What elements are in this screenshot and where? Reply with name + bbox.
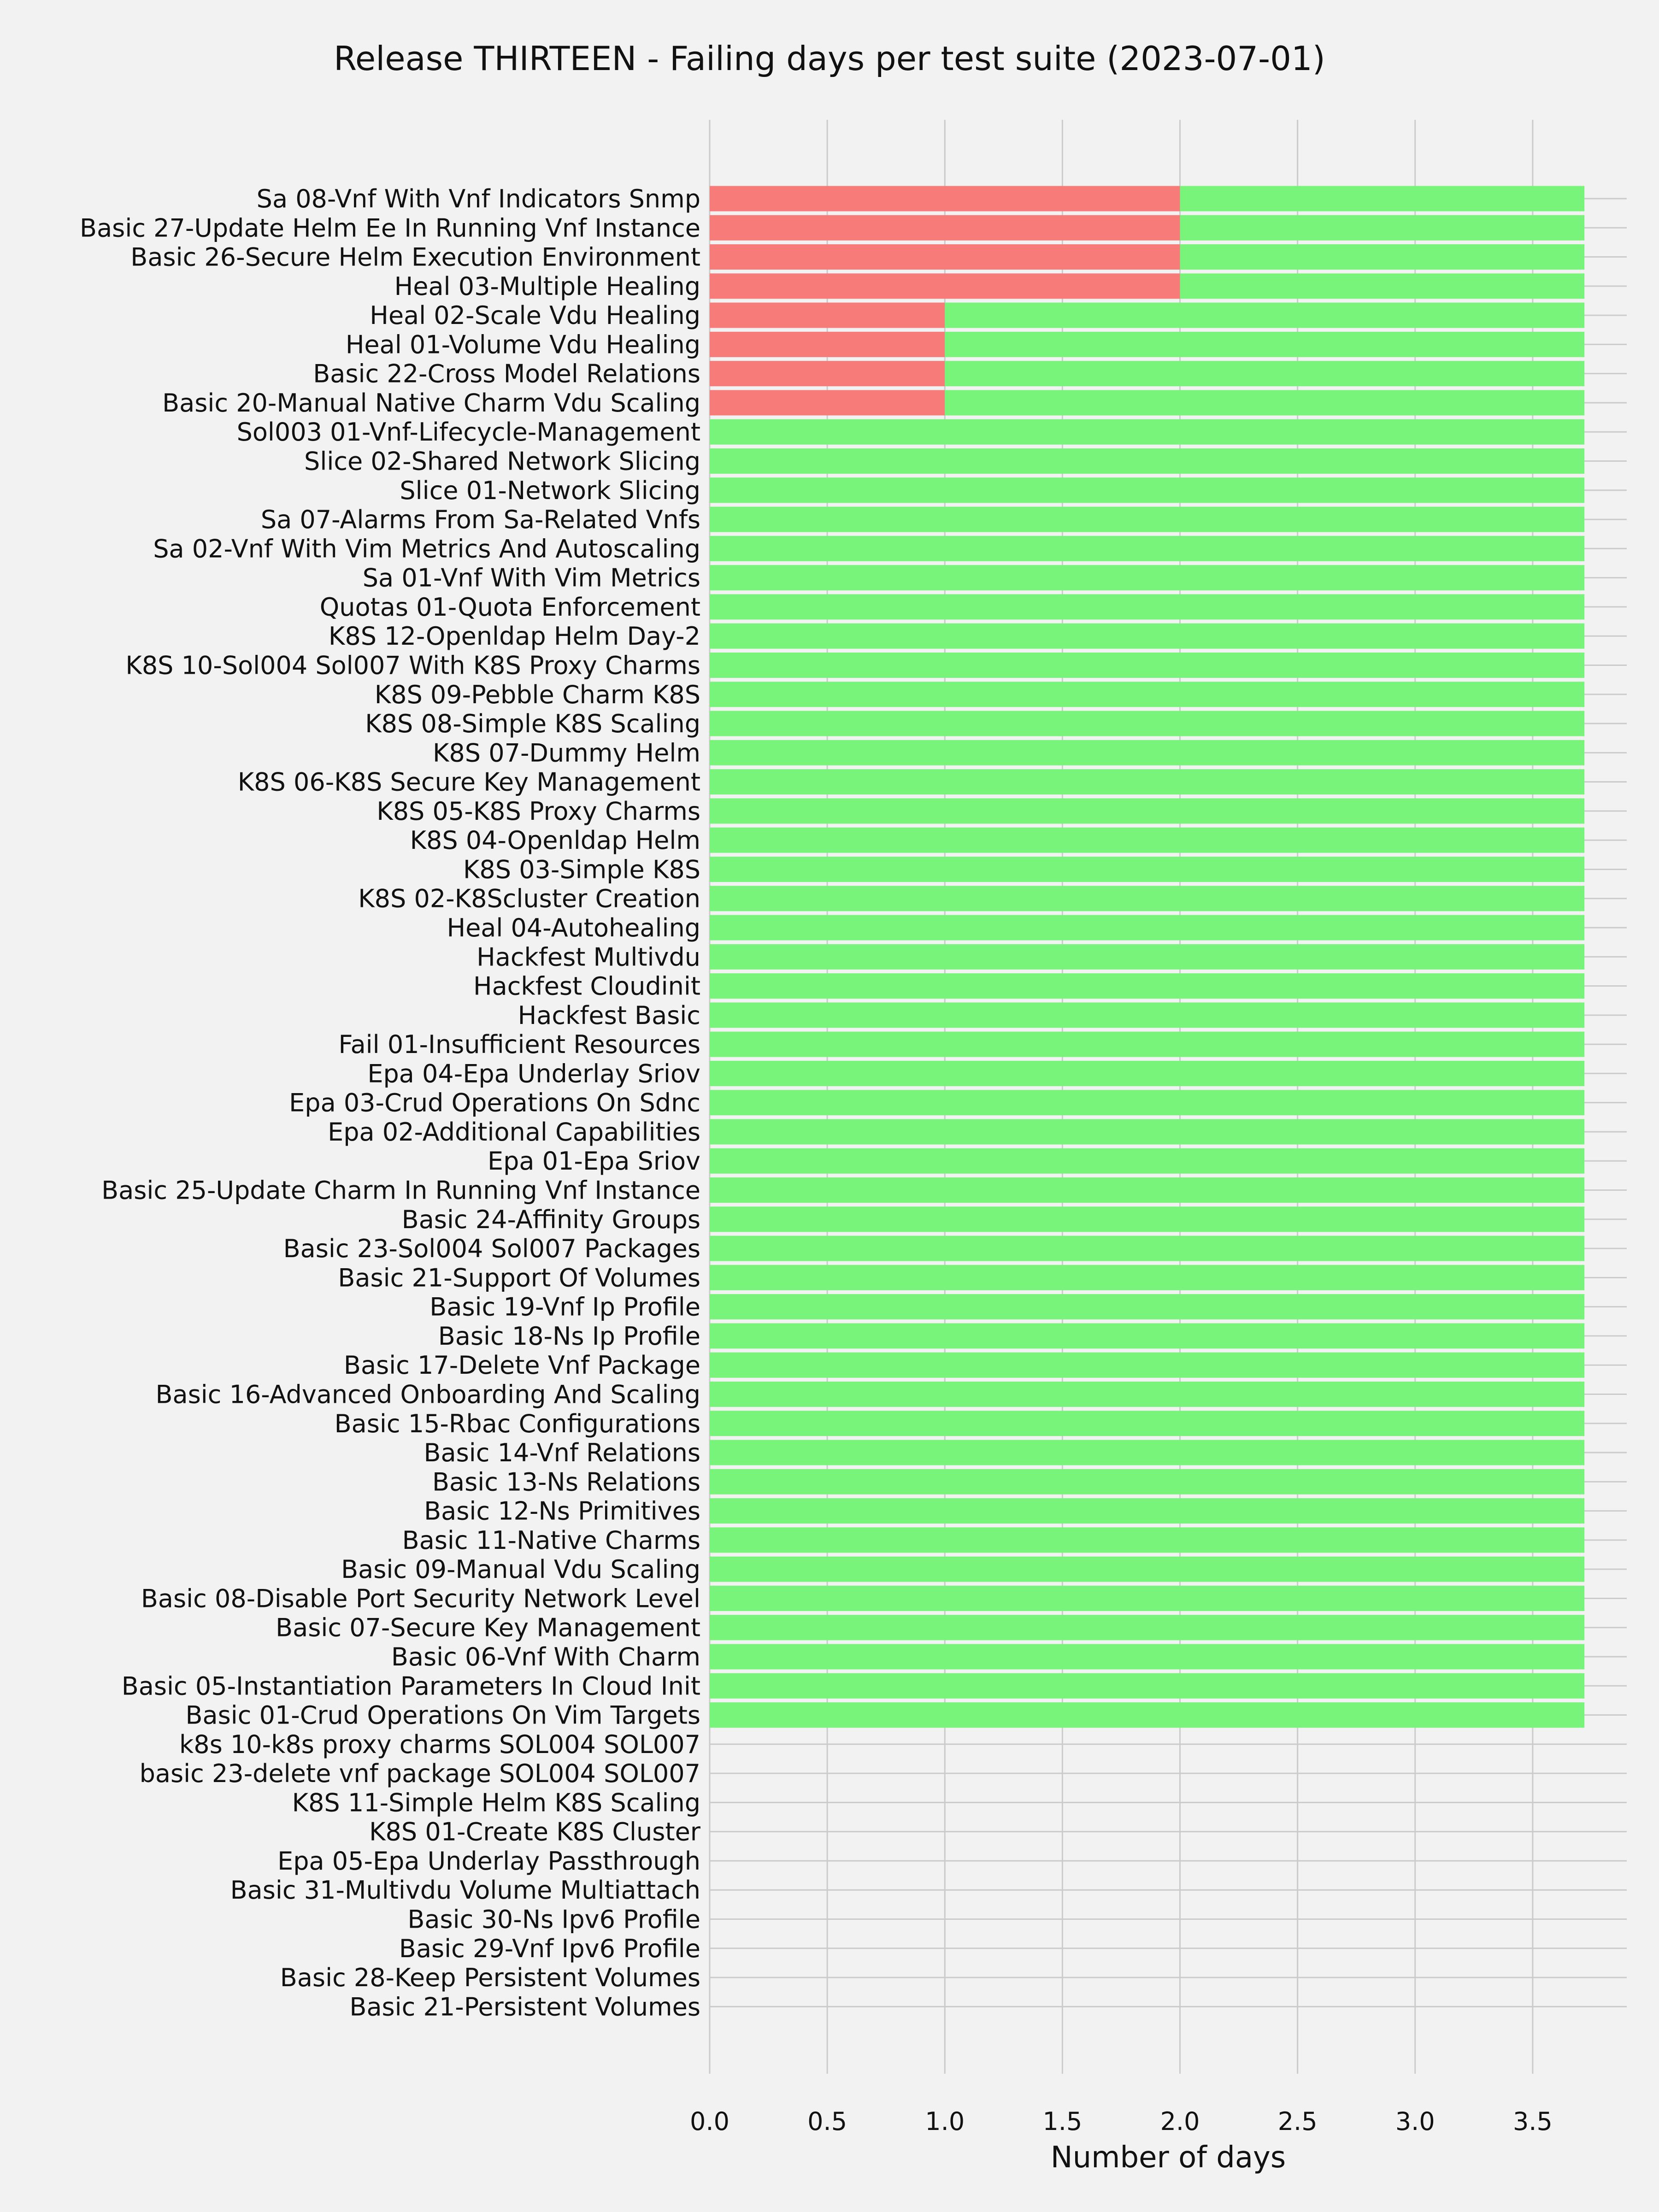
y-tick-label: Sol003 01-Vnf-Lifecycle-Management	[236, 418, 700, 447]
y-tick-label: Basic 26-Secure Helm Execution Environment	[130, 242, 700, 272]
passing-days-bar	[710, 1119, 1584, 1144]
x-tick-label: 1.5	[1042, 2107, 1082, 2136]
passing-days-bar	[710, 682, 1584, 707]
passing-days-bar	[710, 594, 1584, 619]
passing-days-bar	[710, 419, 1584, 445]
y-tick-label: k8s 10-k8s proxy charms SOL004 SOL007	[179, 1730, 700, 1759]
failing-days-bar	[710, 215, 1180, 241]
y-tick-label: Heal 01-Volume Vdu Healing	[345, 330, 700, 359]
y-tick-label: Basic 08-Disable Port Security Network Level	[141, 1584, 700, 1613]
y-tick-label: Basic 21-Support Of Volumes	[338, 1263, 700, 1293]
y-tick-label: Epa 03-Crud Operations On Sdnc	[289, 1088, 700, 1118]
passing-days-bar	[945, 332, 1584, 357]
passing-days-bar	[710, 1090, 1584, 1115]
passing-days-bar	[710, 1061, 1584, 1086]
y-tick-label: K8S 05-K8S Proxy Charms	[377, 796, 700, 826]
passing-days-bar	[710, 886, 1584, 911]
y-tick-label: Basic 29-Vnf Ipv6 Profile	[399, 1934, 700, 1963]
passing-days-bar	[710, 1353, 1584, 1378]
y-tick-label: K8S 09-Pebble Charm K8S	[374, 680, 700, 709]
y-tick-label: K8S 11-Simple Helm K8S Scaling	[292, 1788, 700, 1818]
y-tick-label: K8S 03-Simple K8S	[463, 855, 700, 884]
passing-days-bar	[710, 711, 1584, 736]
failing-days-bar	[710, 332, 945, 357]
passing-days-bar	[710, 1702, 1584, 1728]
y-tick-label: Basic 18-Ns Ip Profile	[438, 1321, 700, 1351]
y-tick-label: Basic 07-Secure Key Management	[276, 1613, 700, 1642]
passing-days-bar	[710, 1177, 1584, 1203]
failing-days-bar	[710, 186, 1180, 212]
y-tick-label: Hackfest Multivdu	[477, 942, 700, 972]
passing-days-bar	[945, 390, 1584, 415]
y-tick-label: Basic 23-Sol004 Sol007 Packages	[283, 1234, 700, 1264]
y-tick-label: K8S 01-Create K8S Cluster	[369, 1817, 700, 1847]
x-tick-label: 2.5	[1277, 2107, 1318, 2136]
y-tick-label: Sa 08-Vnf With Vnf Indicators Snmp	[256, 184, 700, 213]
x-tick-label: 0.5	[807, 2107, 847, 2136]
passing-days-bar	[710, 1294, 1584, 1319]
passing-days-bar	[710, 1323, 1584, 1348]
y-tick-label: Hackfest Cloudinit	[473, 971, 700, 1001]
passing-days-bar	[710, 828, 1584, 853]
y-tick-label: Sa 02-Vnf With Vim Metrics And Autoscaling	[153, 534, 700, 564]
passing-days-bar	[710, 1236, 1584, 1261]
passing-days-bar	[1180, 186, 1585, 212]
y-tick-label: Heal 04-Autohealing	[447, 913, 700, 942]
y-tick-label: K8S 08-Simple K8S Scaling	[365, 709, 700, 739]
x-tick-label: 0.0	[690, 2107, 729, 2136]
passing-days-bar	[1180, 273, 1585, 299]
y-tick-label: Heal 03-Multiple Healing	[394, 271, 700, 301]
passing-days-bar	[710, 477, 1584, 503]
passing-days-bar	[710, 973, 1584, 999]
y-tick-label: K8S 10-Sol004 Sol007 With K8S Proxy Charms	[125, 651, 700, 680]
y-tick-label: Basic 15-Rbac Configurations	[334, 1409, 700, 1438]
passing-days-bar	[710, 769, 1584, 794]
y-tick-label: Basic 24-Affinity Groups	[401, 1205, 700, 1234]
y-tick-label: Basic 17-Delete Vnf Package	[343, 1351, 700, 1380]
failing-days-bar	[710, 361, 945, 386]
passing-days-bar	[710, 1265, 1584, 1290]
y-tick-label: Basic 21-Persistent Volumes	[349, 1992, 700, 2022]
y-tick-label: K8S 07-Dummy Helm	[433, 738, 700, 768]
y-tick-label: Basic 30-Ns Ipv6 Profile	[407, 1905, 700, 1934]
y-tick-label: Epa 05-Epa Underlay Passthrough	[277, 1846, 700, 1876]
y-tick-label: Basic 16-Advanced Onboarding And Scaling	[155, 1380, 700, 1409]
y-tick-label: Epa 01-Epa Sriov	[488, 1147, 700, 1176]
y-tick-label: Basic 13-Ns Relations	[432, 1467, 700, 1497]
y-tick-label: Basic 14-Vnf Relations	[424, 1438, 700, 1468]
passing-days-bar	[710, 944, 1584, 970]
y-tick-label: basic 23-delete vnf package SOL004 SOL007	[139, 1759, 700, 1788]
y-tick-label: K8S 04-Openldap Helm	[410, 826, 700, 855]
passing-days-bar	[710, 536, 1584, 561]
y-tick-label: Slice 02-Shared Network Slicing	[304, 447, 700, 476]
passing-days-bar	[710, 1032, 1584, 1057]
y-tick-label: Basic 31-Multivdu Volume Multiattach	[230, 1876, 700, 1905]
y-tick-label: Basic 05-Instantiation Parameters In Cloud Init	[121, 1671, 700, 1701]
y-tick-label: Quotas 01-Quota Enforcement	[319, 592, 700, 622]
passing-days-bar	[1180, 244, 1585, 270]
passing-days-bar	[710, 624, 1584, 649]
failing-days-bar	[710, 390, 945, 415]
passing-days-bar	[710, 1148, 1584, 1174]
passing-days-bar	[710, 653, 1584, 678]
passing-days-bar	[710, 507, 1584, 532]
y-tick-label: K8S 02-K8Scluster Creation	[358, 884, 700, 913]
passing-days-bar	[710, 740, 1584, 765]
passing-days-bar	[710, 1411, 1584, 1436]
passing-days-bar	[710, 798, 1584, 824]
passing-days-bar	[1180, 215, 1585, 241]
y-tick-label: Basic 12-Ns Primitives	[424, 1496, 700, 1526]
passing-days-bar	[710, 1206, 1584, 1232]
passing-days-bar	[710, 1527, 1584, 1553]
y-tick-label: Slice 01-Network Slicing	[400, 476, 700, 505]
y-tick-label: K8S 06-K8S Secure Key Management	[237, 767, 700, 797]
passing-days-bar	[710, 1440, 1584, 1465]
failing-days-bar	[710, 303, 945, 328]
passing-days-bar	[710, 1557, 1584, 1582]
y-tick-label: Basic 20-Manual Native Charm Vdu Scaling	[162, 388, 700, 418]
y-tick-label: Epa 04-Epa Underlay Sriov	[367, 1059, 700, 1088]
passing-days-bar	[710, 915, 1584, 941]
y-tick-label: Basic 11-Native Charms	[402, 1525, 700, 1555]
y-tick-label: Basic 01-Crud Operations On Vim Targets	[185, 1700, 700, 1730]
passing-days-bar	[945, 303, 1584, 328]
y-tick-label: Sa 01-Vnf With Vim Metrics	[362, 563, 700, 593]
y-tick-label: Fail 01-Insufficient Resources	[338, 1030, 700, 1059]
passing-days-bar	[710, 1673, 1584, 1699]
passing-days-bar	[710, 857, 1584, 882]
x-tick-label: 2.0	[1160, 2107, 1200, 2136]
y-tick-label: Basic 06-Vnf With Charm	[391, 1642, 700, 1671]
x-tick-label: 3.5	[1512, 2107, 1553, 2136]
passing-days-bar	[710, 1469, 1584, 1494]
failing-days-bar	[710, 244, 1180, 270]
failing-days-bar	[710, 273, 1180, 299]
passing-days-bar	[710, 1644, 1584, 1670]
y-tick-label: Sa 07-Alarms From Sa-Related Vnfs	[260, 505, 700, 535]
passing-days-bar	[710, 448, 1584, 474]
passing-days-bar	[710, 1382, 1584, 1407]
passing-days-bar	[710, 1586, 1584, 1611]
x-tick-label: 1.0	[925, 2107, 965, 2136]
passing-days-bar	[945, 361, 1584, 386]
y-tick-label: K8S 12-Openldap Helm Day-2	[328, 622, 700, 651]
chart-title: Release THIRTEEN - Failing days per test suite (2023-07-01)	[334, 39, 1325, 78]
x-tick-label: 3.0	[1395, 2107, 1435, 2136]
y-tick-label: Hackfest Basic	[518, 1000, 700, 1030]
passing-days-bar	[710, 1615, 1584, 1640]
passing-days-bar	[710, 1002, 1584, 1028]
passing-days-bar	[710, 565, 1584, 590]
y-tick-label: Basic 09-Manual Vdu Scaling	[341, 1555, 700, 1584]
y-tick-label: Basic 28-Keep Persistent Volumes	[280, 1963, 700, 1993]
y-tick-label: Heal 02-Scale Vdu Healing	[370, 301, 700, 330]
passing-days-bar	[710, 1498, 1584, 1524]
y-tick-label: Epa 02-Additional Capabilities	[328, 1117, 700, 1147]
y-tick-label: Basic 27-Update Helm Ee In Running Vnf Instance	[80, 213, 700, 243]
x-axis-label: Number of days	[1050, 2141, 1286, 2175]
y-tick-label: Basic 19-Vnf Ip Profile	[429, 1292, 700, 1322]
y-tick-label: Basic 25-Update Charm In Running Vnf Instance	[101, 1176, 700, 1205]
y-tick-label: Basic 22-Cross Model Relations	[313, 359, 700, 388]
